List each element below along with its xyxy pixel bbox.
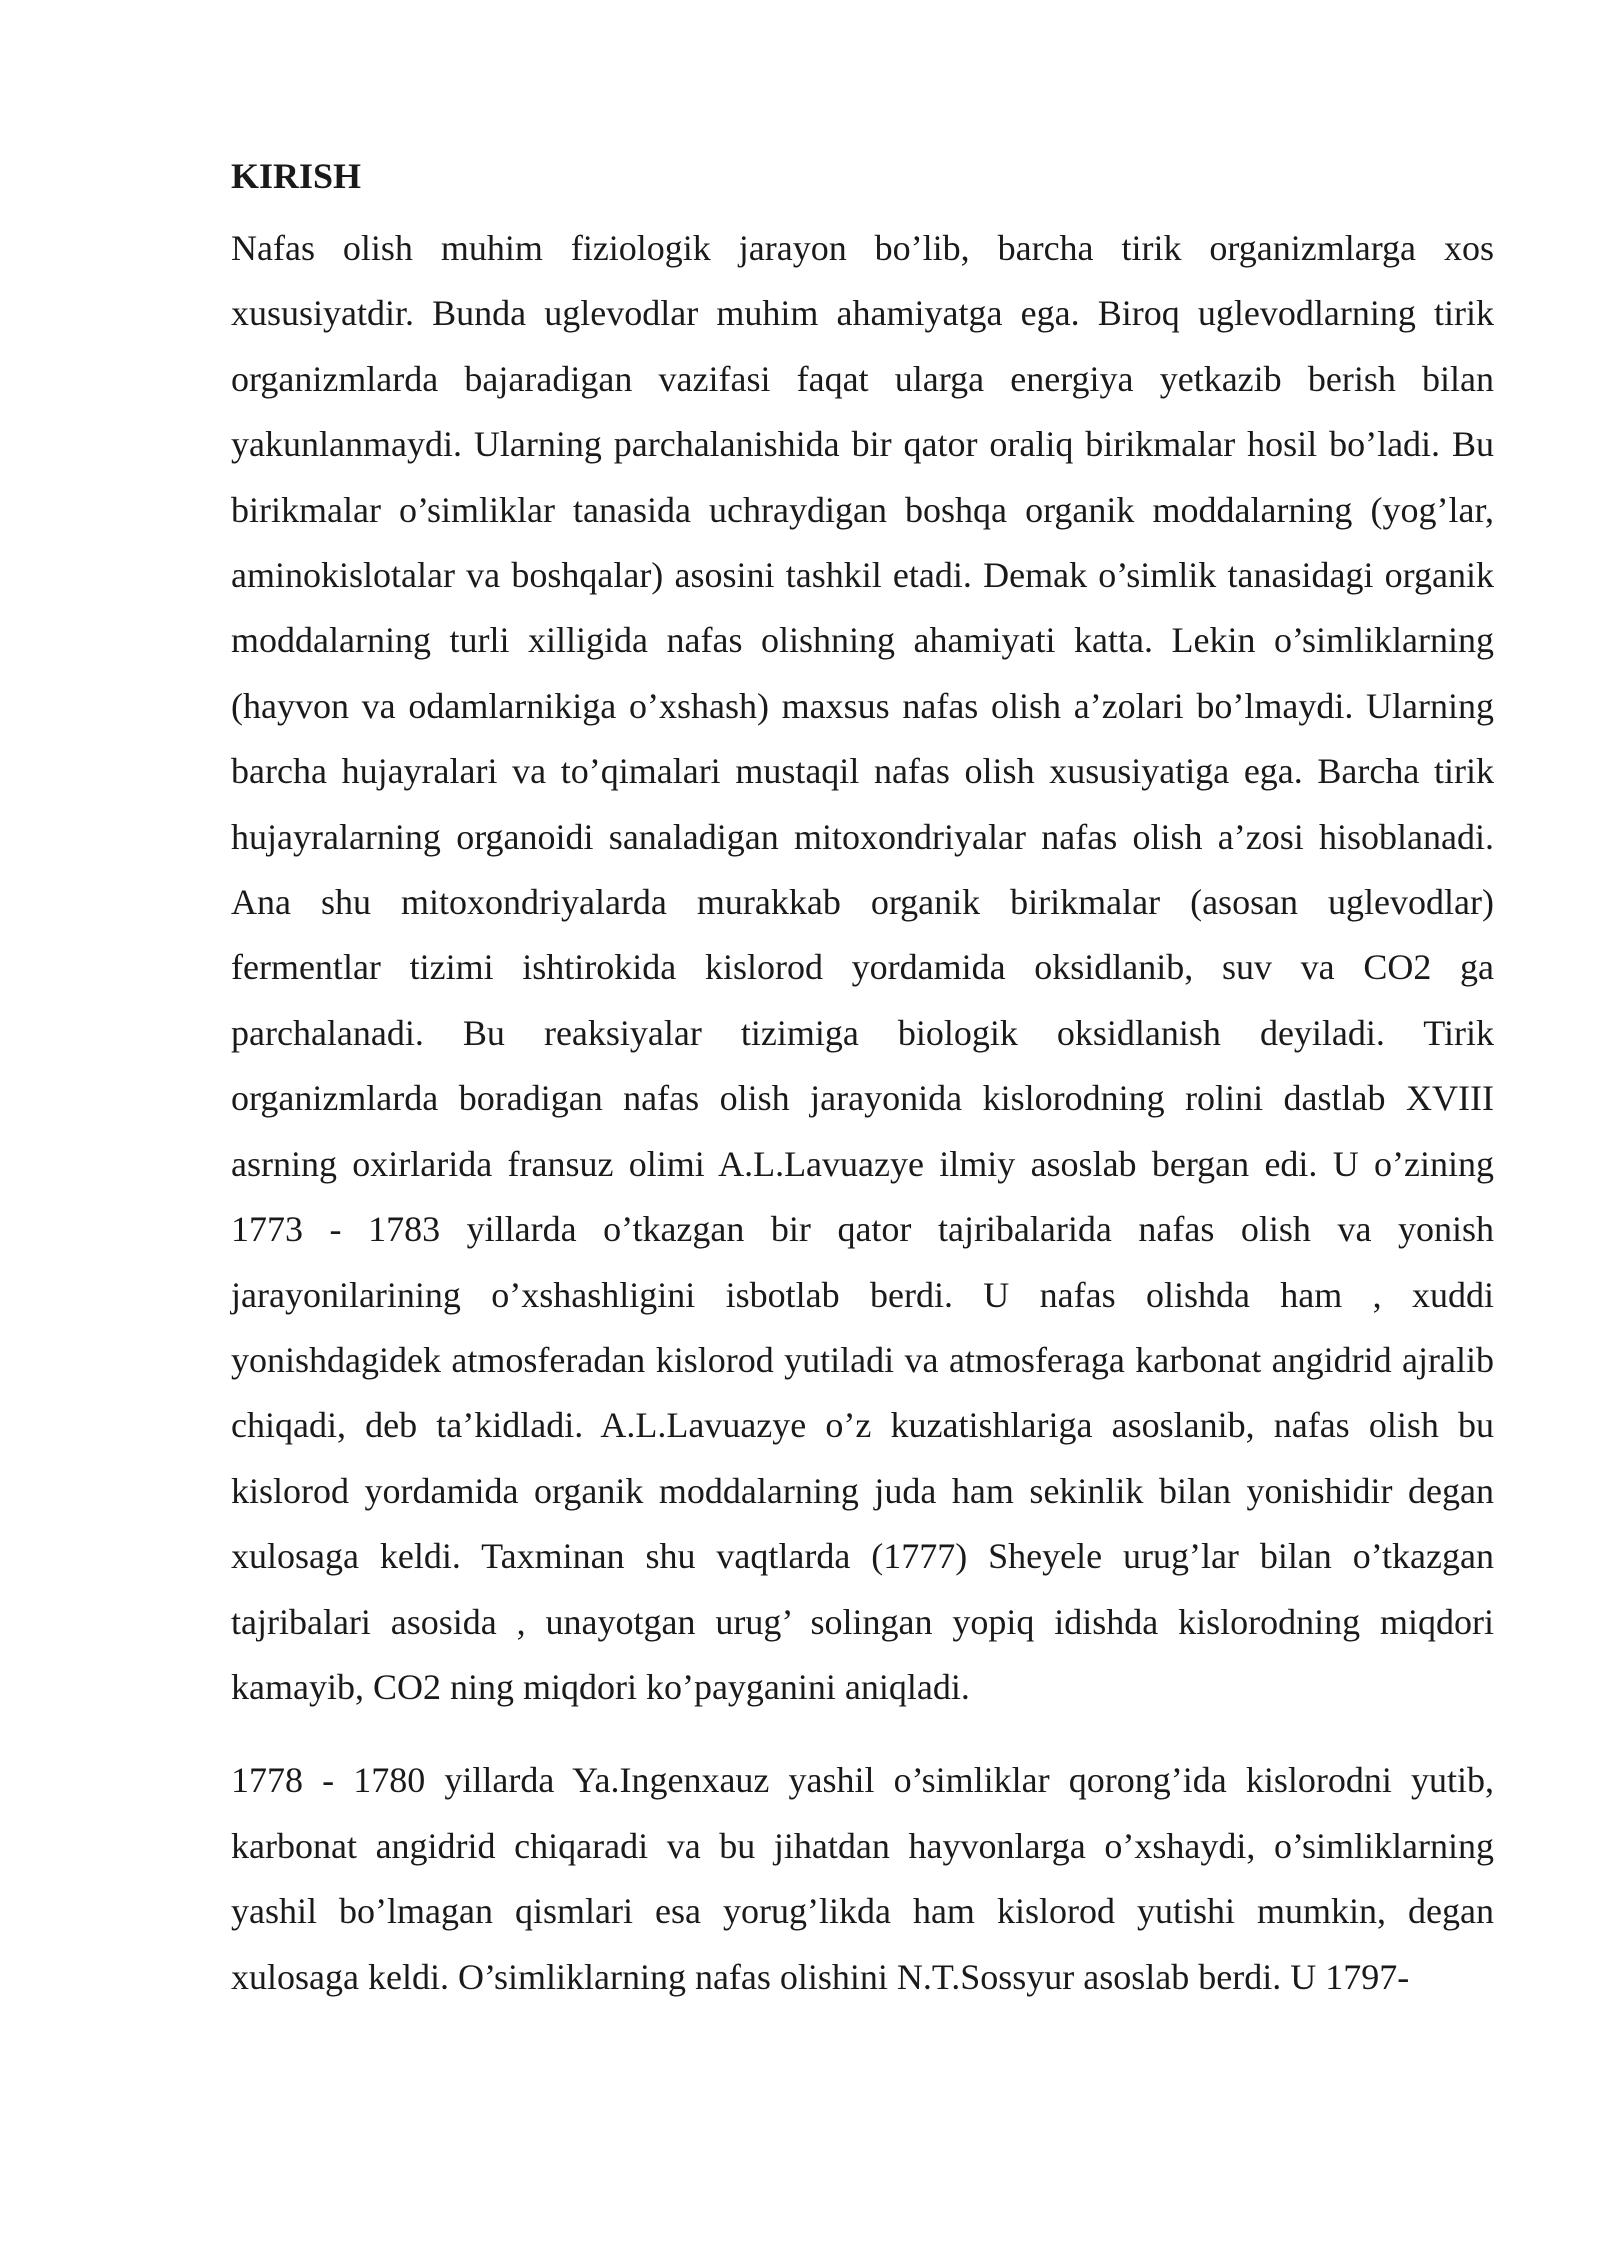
document-body	[231, 148, 1494, 2010]
paragraph-2: 1778 - 1780 yillarda Ya.Ingenxauz yashil o’simliklar qorong’ida kislorodni yutib, karbonat angidrid chiqaradi va bu jihatdan hayvonlarga o’xshaydi, o’simliklarning yashil bo’lmagan qismlari esa yorug’likda ham kislorod yutishi mumkin, degan xulosaga keldi. O’simliklarning nafas olishini N.T.Sossyur asoslab berdi. U 1797-	[231, 1760, 1494, 1997]
paragraph-1: Nafas olish muhim fiziologik jarayon bo’lib, barcha tirik organizmlarga xos xususiyatdir. Bunda uglevodlar muhim ahamiyatga ega. Biroq uglevodlarning tirik organizmlarda bajaradigan vazifasi faqat ularga energiya yetkazib berish bilan yakunlanmaydi. Ularning parchalanishida bir qator oraliq birikmalar hosil bo’ladi. Bu birikmalar o’simliklar tanasida uchraydigan boshqa organik moddalarning (yog’lar, aminokislotalar va boshqalar) asosini tashkil etadi. Demak o’simlik tanasidagi organik moddalarning turli xilligida nafas olishning ahamiyati katta. Lekin o’simliklarning (hayvon va odamlarnikiga o’xshash) maxsus nafas olish a’zolari bo’lmaydi. Ularning barcha hujayralari va to’qimalari mustaqil nafas olish xususiyatiga ega. Barcha tirik hujayralarning organoidi sanaladigan mitoxondriyalar nafas olish a’zosi hisoblanadi. Ana shu mitoxondriyalarda murakkab organik birikmalar (asosan uglevodlar) fermentlar tizimi ishtirokida kislorod yordamida oksidlanib, suv va CO2 ga parchalanadi. Bu reaksiyalar tizimiga biologik oksidlanish deyiladi. Tirik organizmlarda boradigan nafas olish jarayonida kislorodning rolini dastlab XVIII asrning oxirlarida fransuz olimi A.L.Lavuazye ilmiy asoslab bergan edi. U o’zining 1773 - 1783 yillarda o’tkazgan bir qator tajribalarida nafas olish va yonish jarayonilarining o’xshashligini isbotlab berdi. U nafas olishda ham , xuddi yonishdagidek atmosferadan kislorod yutiladi va atmosferaga karbonat angidrid ajralib chiqadi, deb ta’kidladi. A.L.Lavuazye o’z kuzatishlariga asoslanib, nafas olish bu kislorod yordamida organik moddalarning juda ham sekinlik bilan yonishidir degan xulosaga keldi. Taxminan shu vaqtlarda (1777) Sheyele urug’lar bilan o’tkazgan tajribalari asosida , unayotgan urug’ solingan yopiq idishda kislorodning miqdori kamayib, CO2 ning miqdori ko’payganini aniqladi.	[231, 228, 1494, 1707]
section-heading: KIRISH	[231, 156, 362, 196]
